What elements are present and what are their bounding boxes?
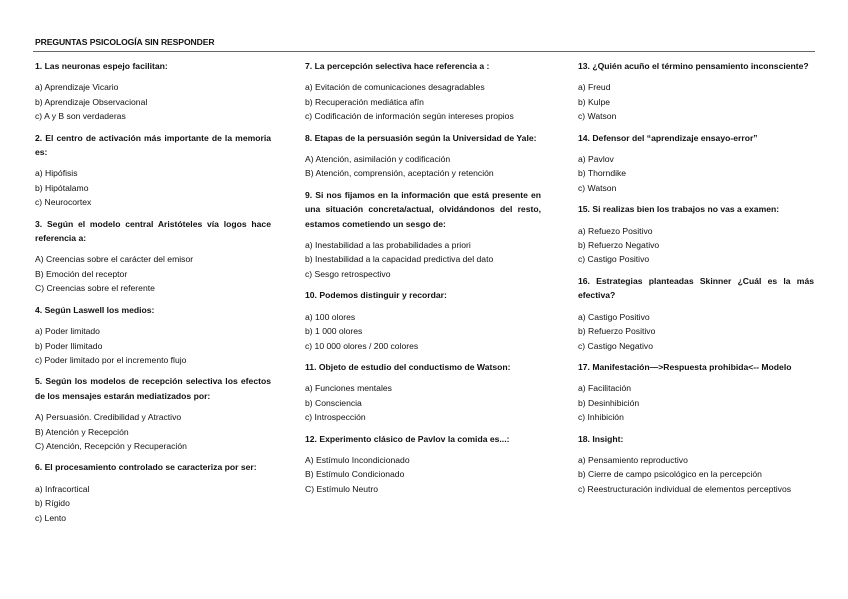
answer-option: a) Hipófisis [35, 168, 78, 179]
question-item [578, 360, 814, 425]
question-heading [35, 59, 271, 73]
question-text: Manifestación—>Respuesta prohibida<-- Modelo [592, 361, 792, 372]
question-item [305, 188, 541, 281]
answer-option: c) Watson [578, 182, 617, 193]
answer-option: c) Reestructuración individual de elementos perceptivos [578, 483, 792, 494]
question-number: 9. [305, 189, 313, 200]
answer-option: c) Watson [578, 111, 617, 122]
answer-option: a) Castigo Positivo [578, 311, 650, 322]
question-item [305, 432, 541, 497]
answer-option: b) Hipótalamo [35, 182, 89, 193]
question-number: 13. [578, 61, 590, 71]
answer-option: c) Lento [35, 512, 67, 523]
question-number: 2. [35, 132, 43, 143]
answer-option: a) Refuezo Positivo [578, 225, 653, 236]
question-heading [305, 131, 541, 145]
question-number: 14. [578, 132, 590, 143]
answer-option: b) Refuerzo Negativo [578, 240, 660, 251]
answer-option: b) Thorndike [578, 168, 627, 179]
question-heading [35, 217, 271, 246]
question-number: 17. [578, 361, 590, 372]
answer-option: a) Pensamiento reproductivo [578, 454, 688, 465]
answer-option: C) Estímulo Neutro [305, 483, 379, 494]
answer-option: a) 100 olores [305, 311, 356, 322]
question-column-1 [35, 59, 271, 525]
answer-option: b) Kulpe [578, 96, 611, 107]
question-item [35, 460, 271, 525]
question-heading [35, 131, 271, 160]
question-item [35, 303, 271, 368]
answer-option: B) Atención y Recepción [35, 426, 129, 437]
question-item [578, 59, 814, 124]
answer-option: A) Estímulo Incondicionado [305, 454, 410, 465]
answer-option: a) Funciones mentales [305, 383, 392, 394]
question-item [35, 374, 271, 453]
question-heading [578, 131, 814, 145]
question-item [35, 131, 271, 210]
question-heading [35, 374, 271, 403]
question-text: Si realizas bien los trabajos no vas a examen: [592, 204, 780, 215]
question-number: 7. [305, 61, 313, 71]
answer-option: C) Creencias sobre el referente [35, 283, 155, 294]
answer-option: b) Aprendizaje Observacional [35, 96, 148, 107]
answer-option: A) Persuasión. Credibilidad y Atractivo [35, 412, 182, 423]
question-heading [305, 432, 541, 446]
answer-option: A) Atención, asimilación y codificación [305, 154, 451, 165]
question-number: 10. [305, 290, 317, 301]
question-number: 8. [305, 132, 313, 143]
question-text: Defensor del “aprendizaje ensayo-error” [592, 132, 758, 143]
question-text: Insight: [592, 433, 624, 444]
question-text: Objeto de estudio del conductismo de Watson: [318, 361, 511, 372]
answer-option: b) 1 000 olores [305, 326, 363, 337]
question-text: La percepción selectiva hace referencia a : [314, 61, 490, 71]
question-item [35, 217, 271, 296]
answer-option: a) Infracortical [35, 483, 90, 494]
question-heading [35, 303, 271, 317]
answer-option: c) Castigo Negativo [578, 340, 653, 351]
answer-option: a) Inestabilidad a las probabilidades a priori [305, 240, 471, 251]
question-heading [305, 360, 541, 374]
question-heading [305, 188, 541, 231]
answer-option: b) Refuerzo Positivo [578, 326, 656, 337]
answer-option: c) Codificación de información según intereses propios [305, 111, 514, 122]
question-number: 15. [578, 204, 590, 215]
answer-option: a) Pavlov [578, 154, 614, 165]
answer-option: b) Recuperación mediática afín [305, 96, 424, 107]
question-heading [305, 288, 541, 302]
question-text: Según Laswell los medios: [44, 304, 155, 315]
answer-option: c) 10 000 olores / 200 colores [305, 340, 419, 351]
answer-option: a) Poder limitado [35, 326, 100, 337]
question-number: 1. [35, 61, 43, 71]
answer-option: C) Atención, Recepción y Recuperación [35, 440, 187, 451]
question-item [578, 274, 814, 353]
answer-option: b) Rígido [35, 498, 70, 509]
question-item [305, 59, 541, 124]
answer-option: b) Poder Ilimitado [35, 340, 103, 351]
question-number: 5. [35, 376, 43, 387]
answer-option: c) Sesgo retrospectivo [305, 268, 391, 279]
answer-option: b) Inestabilidad a la capacidad predictiva del dato [305, 254, 494, 265]
document-title: PREGUNTAS PSICOLOGÍA SIN RESPONDER [35, 37, 215, 47]
question-text: Según los modelos de recepción selectiva los efectos de los mensajes estarán mediatizados por: [35, 376, 271, 401]
answer-option: c) Poder limitado por el incremento flujo [35, 354, 187, 365]
question-column-2 [305, 59, 541, 496]
question-heading [35, 460, 271, 474]
question-text: ¿Quién acuño el término pensamiento inconsciente? [592, 61, 809, 71]
question-item [35, 59, 271, 124]
question-column-3 [578, 59, 814, 496]
question-text: El procesamiento controlado se caracteriza por ser: [44, 462, 257, 473]
answer-option: A) Creencias sobre el carácter del emisor [35, 254, 194, 265]
answer-option: b) Consciencia [305, 397, 362, 408]
question-text: Etapas de la persuasión según la Universidad de Yale: [314, 132, 537, 143]
answer-option: B) Estímulo Condicionado [305, 469, 405, 480]
answer-option: B) Emoción del receptor [35, 268, 128, 279]
answer-option: a) Evitación de comunicaciones desagradables [305, 82, 485, 93]
question-item [305, 360, 541, 425]
question-text: Las neuronas espejo facilitan: [44, 61, 168, 71]
question-number: 3. [35, 218, 43, 229]
question-heading [578, 274, 814, 303]
question-text: Si nos fijamos en la información que está presente en una situación concreta/actual, olvidándonos del resto, estamos cometiendo un sesgo de: [305, 189, 542, 229]
question-item [305, 131, 541, 181]
question-number: 11. [305, 361, 317, 372]
question-item [578, 432, 814, 497]
question-text: Podemos distinguir y recordar: [319, 290, 447, 301]
answer-option: b) Desinhibición [578, 397, 640, 408]
question-item [578, 131, 814, 196]
answer-option: c) Introspección [305, 412, 366, 423]
question-text: Según el modelo central Aristóteles vía logos hace referencia a: [35, 218, 271, 244]
question-number: 6. [35, 462, 43, 473]
question-item [305, 288, 541, 353]
answer-option: c) Inhibición [578, 412, 624, 423]
answer-option: c) A y B son verdaderas [35, 111, 126, 122]
question-heading [578, 202, 814, 216]
answer-option: a) Aprendizaje Vicario [35, 82, 119, 93]
answer-option: c) Castigo Positivo [578, 254, 650, 265]
title-divider [33, 51, 815, 52]
question-text: Estrategias planteadas Skinner ¿Cuál es la más efectiva? [578, 275, 815, 301]
question-number: 18. [578, 433, 590, 444]
question-number: 4. [35, 304, 43, 315]
question-text: El centro de activación más importante de la memoria es: [35, 132, 272, 158]
answer-option: c) Neurocortex [35, 197, 92, 208]
question-heading [578, 360, 814, 374]
question-text: Experimento clásico de Pavlov la comida es...: [319, 433, 510, 444]
question-number: 12. [305, 433, 317, 444]
answer-option: b) Cierre de campo psicológico en la percepción [578, 469, 762, 480]
answer-option: a) Facilitación [578, 383, 632, 394]
question-number: 16. [578, 275, 590, 286]
question-heading [578, 432, 814, 446]
answer-option: a) Freud [578, 82, 611, 93]
answer-option: B) Atención, comprensión, aceptación y retención [305, 168, 494, 179]
question-heading [305, 59, 541, 73]
question-heading [578, 59, 814, 73]
question-item [578, 202, 814, 267]
